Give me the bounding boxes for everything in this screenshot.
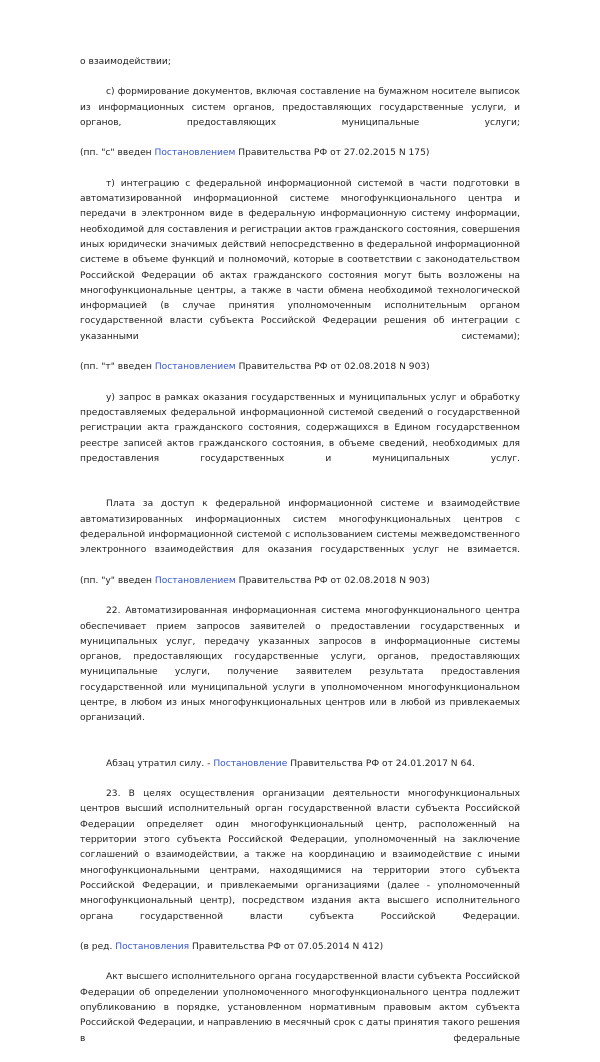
source-note-t-link[interactable]: Постановлением: [154, 362, 236, 373]
repealed-paragraph-suffix: Правительства РФ от 24.01.2017 N 64.: [287, 758, 475, 769]
source-note-u-prefix: (пп. "у" введен: [80, 575, 155, 586]
source-note-s-prefix: (пп. "с" введен: [80, 148, 155, 159]
repealed-paragraph: [80, 757, 520, 772]
source-note-t-suffix: Правительства РФ от 02.08.2018 N 903): [235, 362, 430, 373]
paragraph-spacer: [80, 162, 520, 177]
paragraph-act: Акт высшего исполнительного органа государственной власти субъекта Российской Федерации об определении уполномоченного многофункционального центра подлежит опубликованию в порядке, установленном нормативным правовым актом субъекта Российской Федерации, и направлению в месячный срок с даты принятия такого решения в федеральные: [80, 972, 520, 1044]
source-note-23-link[interactable]: Постановления: [115, 942, 190, 953]
source-note-s-link[interactable]: Постановлением: [154, 148, 236, 159]
repealed-paragraph-prefix: Абзац утратил силу. -: [106, 758, 214, 769]
source-note-s: [80, 146, 520, 161]
source-note-t: [80, 360, 520, 375]
source-note-23: [80, 940, 520, 955]
document-body: [80, 55, 520, 1062]
paragraph-spacer: [80, 70, 520, 85]
paragraph-spacer: [80, 589, 520, 604]
clause-22: 22. Автоматизированная информационная система многофункционального центра обеспечивает прием запросов заявителей о предоставлении государственных и муниципальных услуг, передачу указанных запросов в информационные системы органов, предоставляющих государственные услуги, органов, предоставляющих муниципальные услуги, получение заявителем результата предоставления государственной или муниципальной услуги в уполномоченном многофункциональном центре, в любом из иных многофункциональных центров или в любой из привлекаемых организаций.: [80, 606, 520, 724]
source-note-s-suffix: Правительства РФ от 27.02.2015 N 175): [235, 148, 430, 159]
list-item-u: у) запрос в рамках оказания государственных и муниципальных услуг и обработку предоставляемых федеральной информационной системой сведений о государственной регистрации акта гражданского состояния, содержащихся в Едином государственном реестре записей актов гражданского состояния, в объеме сведений, необходимых для предоставления государственных и муниципальных услуг.: [80, 392, 520, 464]
paragraph-fragment-tail: о взаимодействии;: [80, 57, 171, 67]
paragraph-spacer: [80, 376, 520, 391]
repealed-paragraph-link[interactable]: Постановление: [213, 758, 288, 769]
list-item-s: с) формирование документов, включая составление на бумажном носителе выписок из информационных систем органов, предоставляющих государственные услуги, и органов, предоставляющих муниципальные услуги;: [80, 87, 520, 128]
source-note-u-link[interactable]: Постановлением: [154, 575, 236, 586]
paragraph-spacer: [80, 482, 520, 497]
paragraph-spacer: [80, 772, 520, 787]
paragraph-fee: Плата за доступ к федеральной информационной системе и взаимодействие автоматизированных информационных систем многофункциональных центров с федеральной информационной системой с использованием системы межведомственного электронного взаимодействия для оказания государственных услуг не взимается.: [80, 499, 520, 556]
source-note-u: [80, 574, 520, 589]
source-note-23-prefix: (в ред.: [80, 942, 116, 953]
list-item-t: т) интеграцию с федеральной информационной системой в части подготовки в автоматизированной информационной системе многофункционального центра и передачи в электронном виде в федеральную информационную систему информации, необходимой для составления и регистрации актов гражданского состояния, совершения иных юридически значимых действий непосредственно в федеральной информационной системе в объеме функций и полномочий, которые в соответствии с законодательством Российской Федерации об актах гражданского состояния могут быть возложены на многофункциональные центры, а также в части обмена необходимой технологической информацией (в случае принятия уполномоченным исполнительным органом государственной власти субъекта Российской Федерации решения об интеграции с указанными системами);: [80, 178, 520, 342]
clause-23: 23. В целях осуществления организации деятельности многофункциональных центров высший исполнительный орган государственной власти субъекта Российской Федерации определяет один многофункциональный центр, расположенный на территории этого субъекта Российской Федерации, уполномоченный на заключение соглашений о взаимодействии, а также на координацию и взаимодействие с иными многофункциональными центрами, находящимися на территории этого субъекта Российской Федерации, и привлекаемыми организациями (далее - уполномоченный многофункциональный центр), посредством издания акта высшего исполнительного органа государственной власти субъекта Российской Федерации.: [80, 789, 520, 922]
paragraph-spacer: [80, 955, 520, 970]
paragraph-spacer: [80, 742, 520, 757]
source-note-23-suffix: Правительства РФ от 07.05.2014 N 412): [189, 942, 384, 953]
source-note-t-prefix: (пп. "т" введен: [80, 362, 155, 373]
source-note-u-suffix: Правительства РФ от 02.08.2018 N 903): [235, 575, 430, 586]
